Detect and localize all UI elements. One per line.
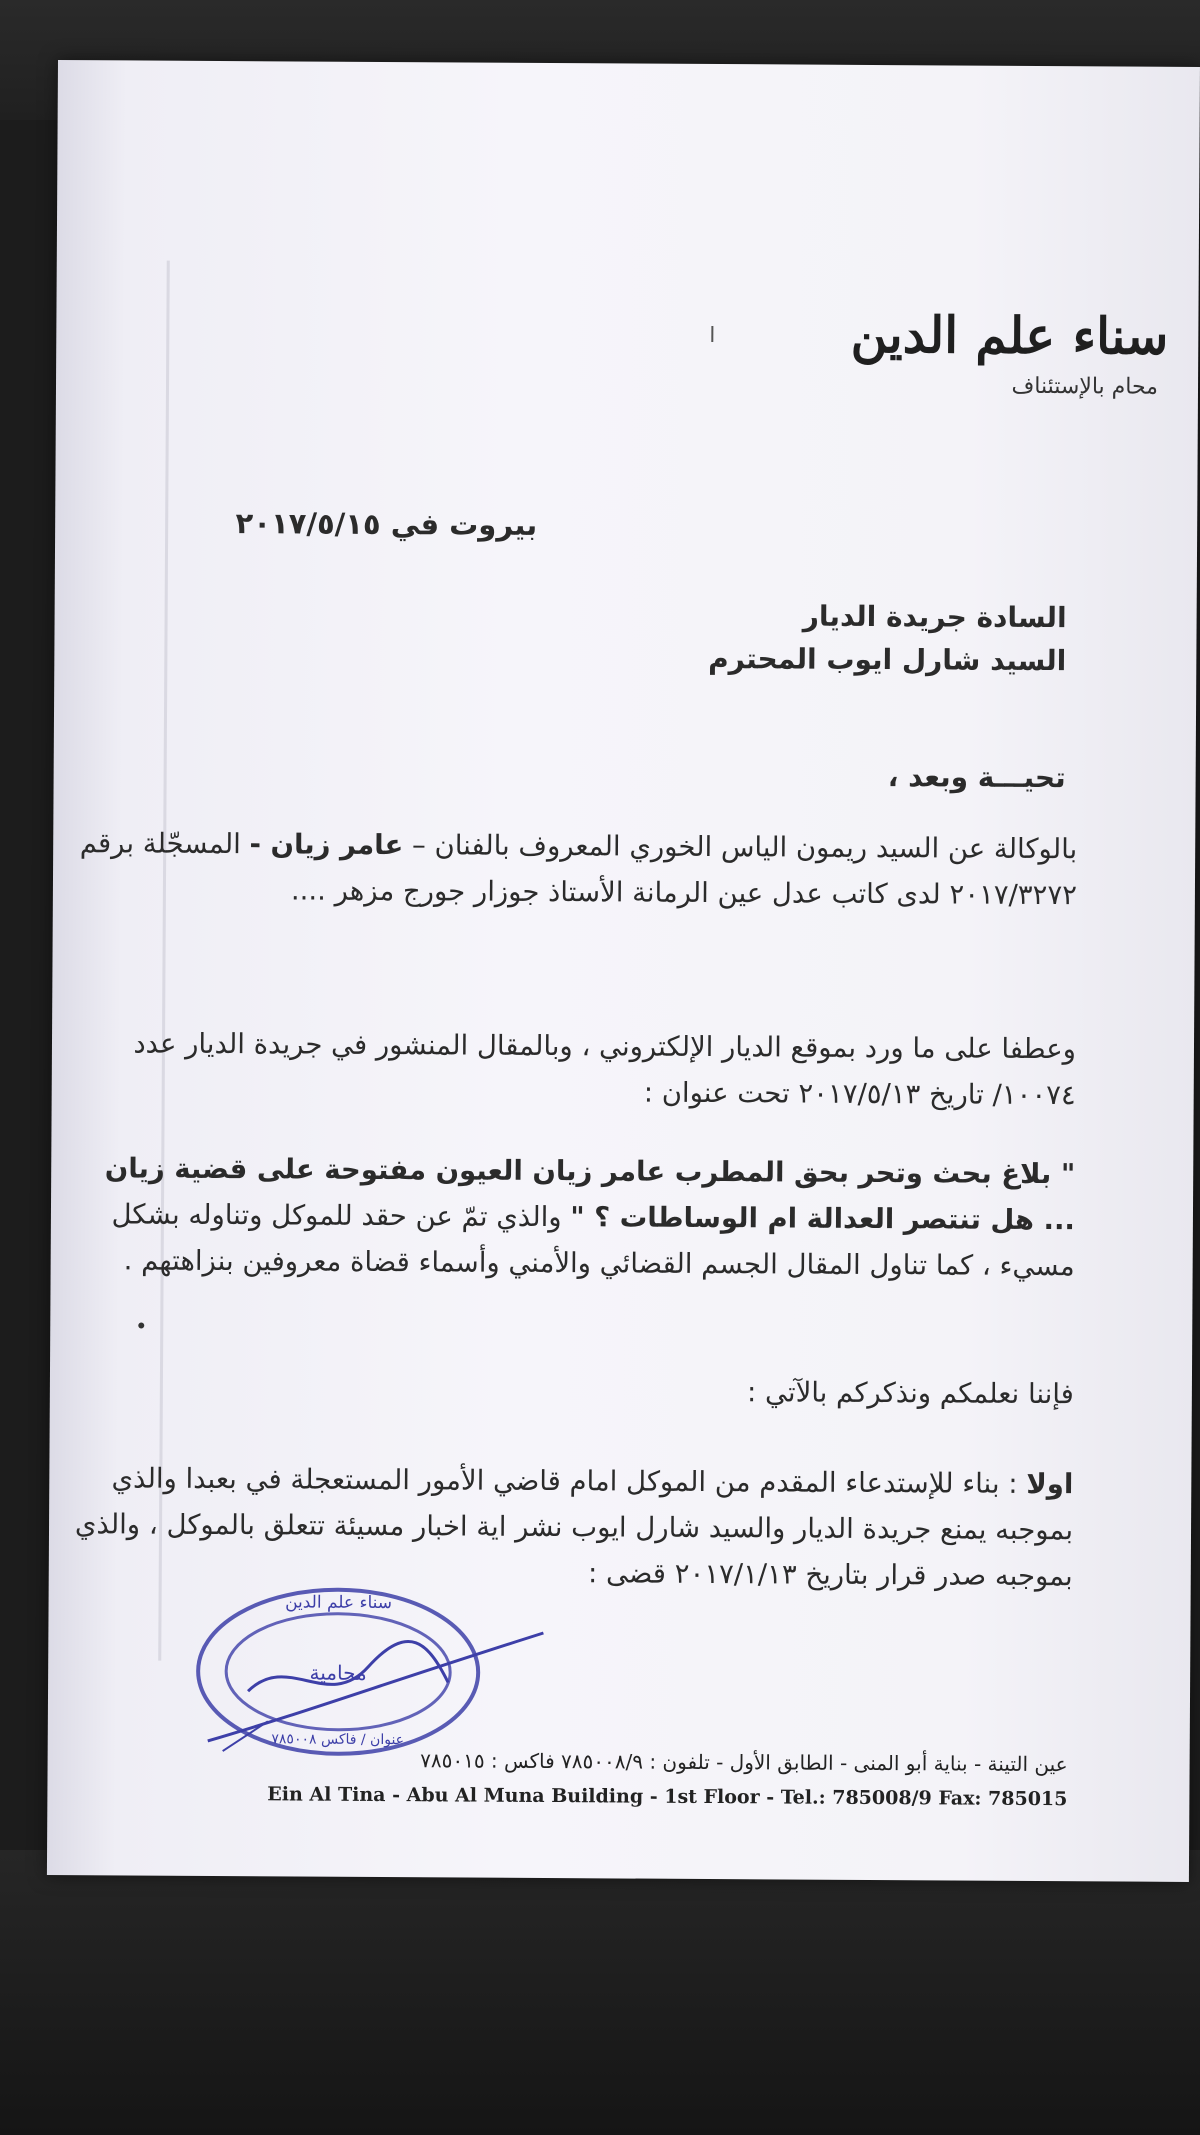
footer-address-arabic: عين التينة - بناية أبو المنى - الطابق الأول - تلفون : ٧٨٥٠٠٨/٩ فاكس : ٧٨٥٠١٥ [420, 1748, 1068, 1777]
greeting: تحيـــة وبعد ، [887, 760, 1066, 795]
letterhead-name: سناء علم الدين [850, 304, 1169, 366]
client-name: عامر زيان - [249, 828, 404, 862]
background-table [0, 1850, 1200, 2135]
point-label: اولا [1026, 1467, 1074, 1501]
paragraph-article-quote [75, 1145, 1076, 1289]
article-title-quote: " بلاغ بحث وتحر بحق المطرب عامر زيان العيون مفتوحة على قضية زيان ... هل تنتصر العدالة ام الوساطات ؟ " [104, 1152, 1076, 1237]
footer-address-english: Ein Al Tina - Abu Al Muna Building - 1st Floor - Tel.: 785008/9 Fax: 785015 [267, 1783, 1068, 1811]
paragraph-text: المسجّلة برقم ٢٠١٧/٣٢٧٢ لدى كاتب عدل عين الرمانة الأستاذ جوزار جورج مزهر .... [79, 827, 1078, 912]
stamp-top-text: سناء علم الدين [285, 1592, 393, 1614]
paragraph-reference: وعطفا على ما ورد بموقع الديار الإلكتروني ، وبالمقال المنشور في جريدة الديار عدد ١٠٠٧٤/ تاريخ ٢٠١٧/٥/١٣ تحت عنوان : [133, 1027, 1077, 1112]
paragraph-text: بالوكالة عن السيد ريمون الياس الخوري المعروف بالفنان – [403, 829, 1078, 866]
paragraph-text: والذي تمّ عن حقد للموكل وتناوله بشكل مسيء ، كما تناول المقال الجسم القضائي والأمني وأسماء قضاة معروفين بنزاهتهم . [111, 1198, 1075, 1283]
paper-fold-line [158, 261, 170, 1661]
date-line: بيروت في ٢٠١٧/٥/١٥ [235, 506, 538, 542]
stamp-bottom-text: عنوان / فاكس ٧٨٥٠٠٨ [271, 1731, 405, 1749]
recipient-line-2: السيد شارل ايوب المحترم [708, 641, 1067, 678]
paragraph-notice: فإننا نعلمكم ونذكركم بالآتي : [746, 1376, 1074, 1411]
letterhead-title: محام بالإستئناف [1011, 373, 1159, 400]
paragraph-text: : بناء للإستدعاء المقدم من الموكل امام قاضي الأمور المستعجلة في بعبدا والذي بموجبه يمنع جريدة الديار والسيد شارل ايوب نشر اية اخبار مسيئة تتعلق بالموكل ، والذي بموجبه صدر قرار بتاريخ ٢٠١٧/١/١٣ قضى : [74, 1462, 1074, 1593]
letter-page [47, 60, 1200, 1882]
stamp-middle-text: محامية [309, 1660, 367, 1685]
paragraph-power-of-attorney [77, 820, 1078, 918]
recipient-line-1: السادة جريدة الديار [802, 599, 1067, 635]
pen-mark [711, 326, 713, 342]
margin-dot [138, 1323, 144, 1329]
